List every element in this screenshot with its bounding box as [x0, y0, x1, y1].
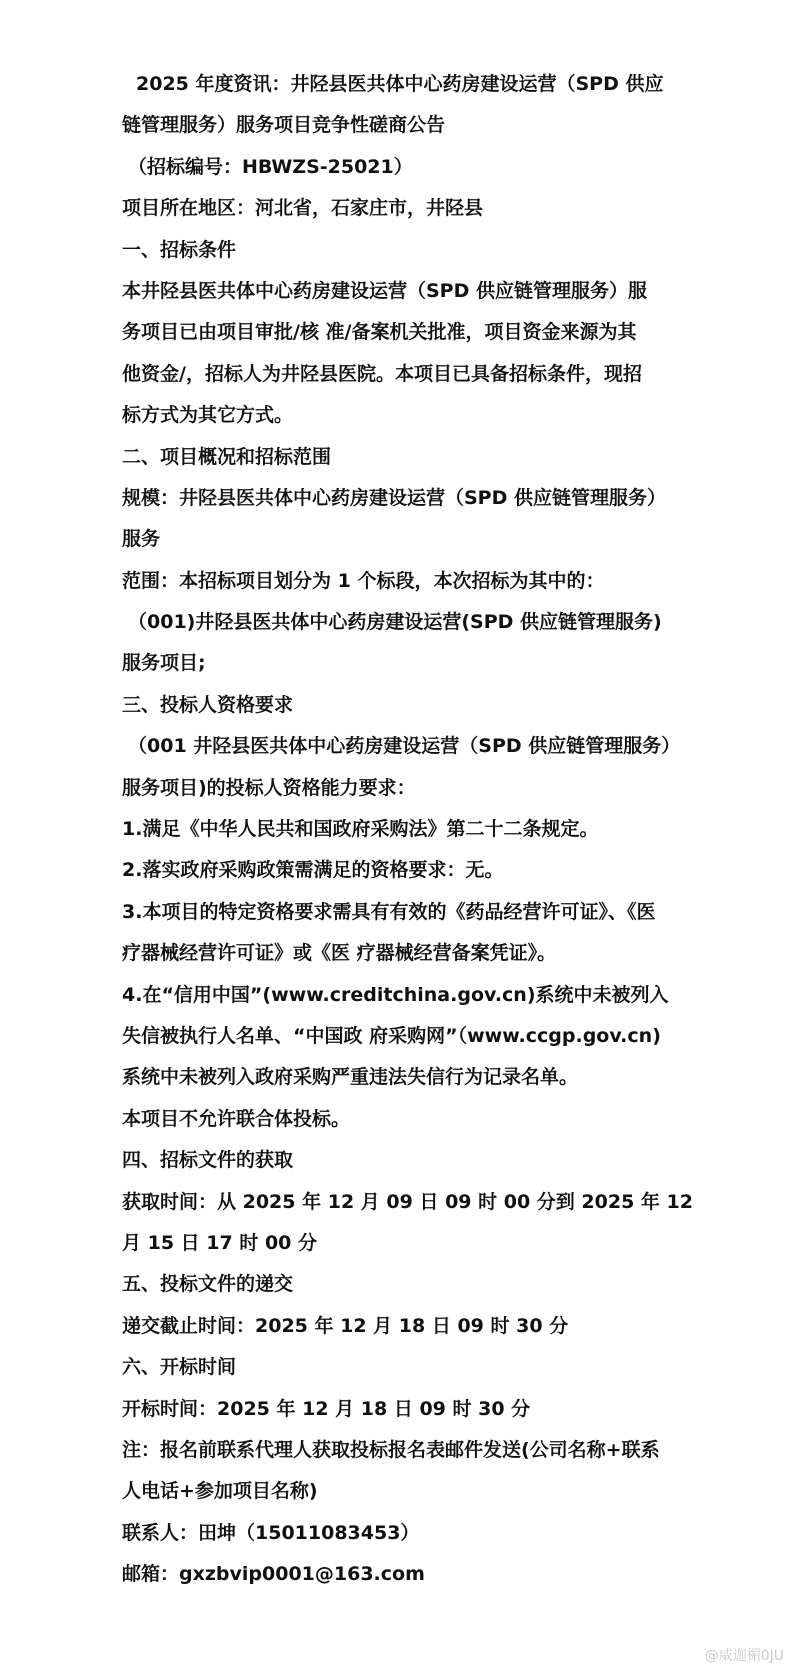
- title-line-2: 链管理服务）服务项目竞争性磋商公告: [122, 114, 446, 137]
- requirement-item: 3.本项目的特定资格要求需具有有效的《药品经营许可证》、《医: [122, 900, 656, 923]
- paragraph-line: 月 15 日 17 时 00 分: [122, 1231, 318, 1254]
- section-heading-5: 五、投标文件的递交: [122, 1273, 294, 1296]
- paragraph-line: （001)井陉县医共体中心药房建设运营(SPD 供应链管理服务): [128, 611, 662, 634]
- paragraph-line: （001 井陉县医共体中心药房建设运营（SPD 供应链管理服务）: [128, 735, 681, 758]
- opening-time: 开标时间：2025 年 12 月 18 日 09 时 30 分: [122, 1397, 531, 1420]
- paragraph-line: 本井陉县医共体中心药房建设运营（SPD 供应链管理服务）服: [122, 279, 647, 302]
- paragraph-line: 服务项目)的投标人资格能力要求：: [122, 776, 416, 799]
- paragraph-line: 规模：井陉县医共体中心药房建设运营（SPD 供应链管理服务）: [122, 486, 666, 509]
- title-line-1: 2025 年度资讯：井陉县医共体中心药房建设运营（SPD 供应: [136, 73, 664, 95]
- section-heading-6: 六、开标时间: [122, 1356, 237, 1379]
- section-heading-1: 一、招标条件: [122, 238, 237, 261]
- paragraph-line: 本项目不允许联合体投标。: [122, 1107, 351, 1130]
- submission-deadline: 递交截止时间：2025 年 12 月 18 日 09 时 30 分: [122, 1314, 569, 1337]
- announcement-body: [122, 64, 693, 1595]
- paragraph-line: 务项目已由项目审批/核 准/备案机关批准，项目资金来源为其: [122, 321, 637, 344]
- paragraph-line: 疗器械经营许可证》或《医 疗器械经营备案凭证》。: [122, 942, 557, 965]
- section-heading-4: 四、招标文件的获取: [122, 1149, 294, 1172]
- paragraph-line: 他资金/，招标人为井陉县医院。本项目已具备招标条件，现招: [122, 362, 642, 385]
- paragraph-line: 标方式为其它方式。: [122, 404, 294, 427]
- paragraph-line: 范围：本招标项目划分为 1 个标段，本次招标为其中的：: [122, 569, 605, 592]
- note-line: 注：报名前联系代理人获取投标报名表邮件发送(公司名称+联系: [122, 1438, 660, 1461]
- paragraph-line: 服务项目;: [122, 652, 206, 675]
- contact-email: 邮箱：gxzbvip0001@163.com: [122, 1563, 425, 1586]
- note-line: 人电话+参加项目名称): [122, 1480, 318, 1503]
- requirement-item: 2.落实政府采购政策需满足的资格要求：无。: [122, 859, 504, 882]
- project-location: 项目所在地区：河北省，石家庄市，井陉县: [122, 197, 484, 220]
- paragraph-line: 获取时间：从 2025 年 12 月 09 日 09 时 00 分到 2025 年 12: [122, 1190, 693, 1213]
- section-heading-2: 二、项目概况和招标范围: [122, 445, 332, 468]
- contact-person: 联系人：田坤（15011083453）: [122, 1521, 420, 1544]
- paragraph-line: 服务: [122, 528, 161, 551]
- requirement-item: 1.满足《中华人民共和国政府采购法》第二十二条规定。: [122, 818, 599, 841]
- requirement-item: 4.在“信用中国”(www.creditchina.gov.cn)系统中未被列入: [122, 983, 669, 1006]
- paragraph-line: 失信被执行人名单、“中国政 府采购网”（www.ccgp.gov.cn): [122, 1024, 661, 1047]
- tender-number: （招标编号：HBWZS-25021）: [128, 155, 413, 178]
- watermark: @威迦楣0JU: [704, 1648, 784, 1664]
- paragraph-line: 系统中未被列入政府采购严重违法失信行为记录名单。: [122, 1066, 579, 1089]
- section-heading-3: 三、投标人资格要求: [122, 693, 294, 716]
